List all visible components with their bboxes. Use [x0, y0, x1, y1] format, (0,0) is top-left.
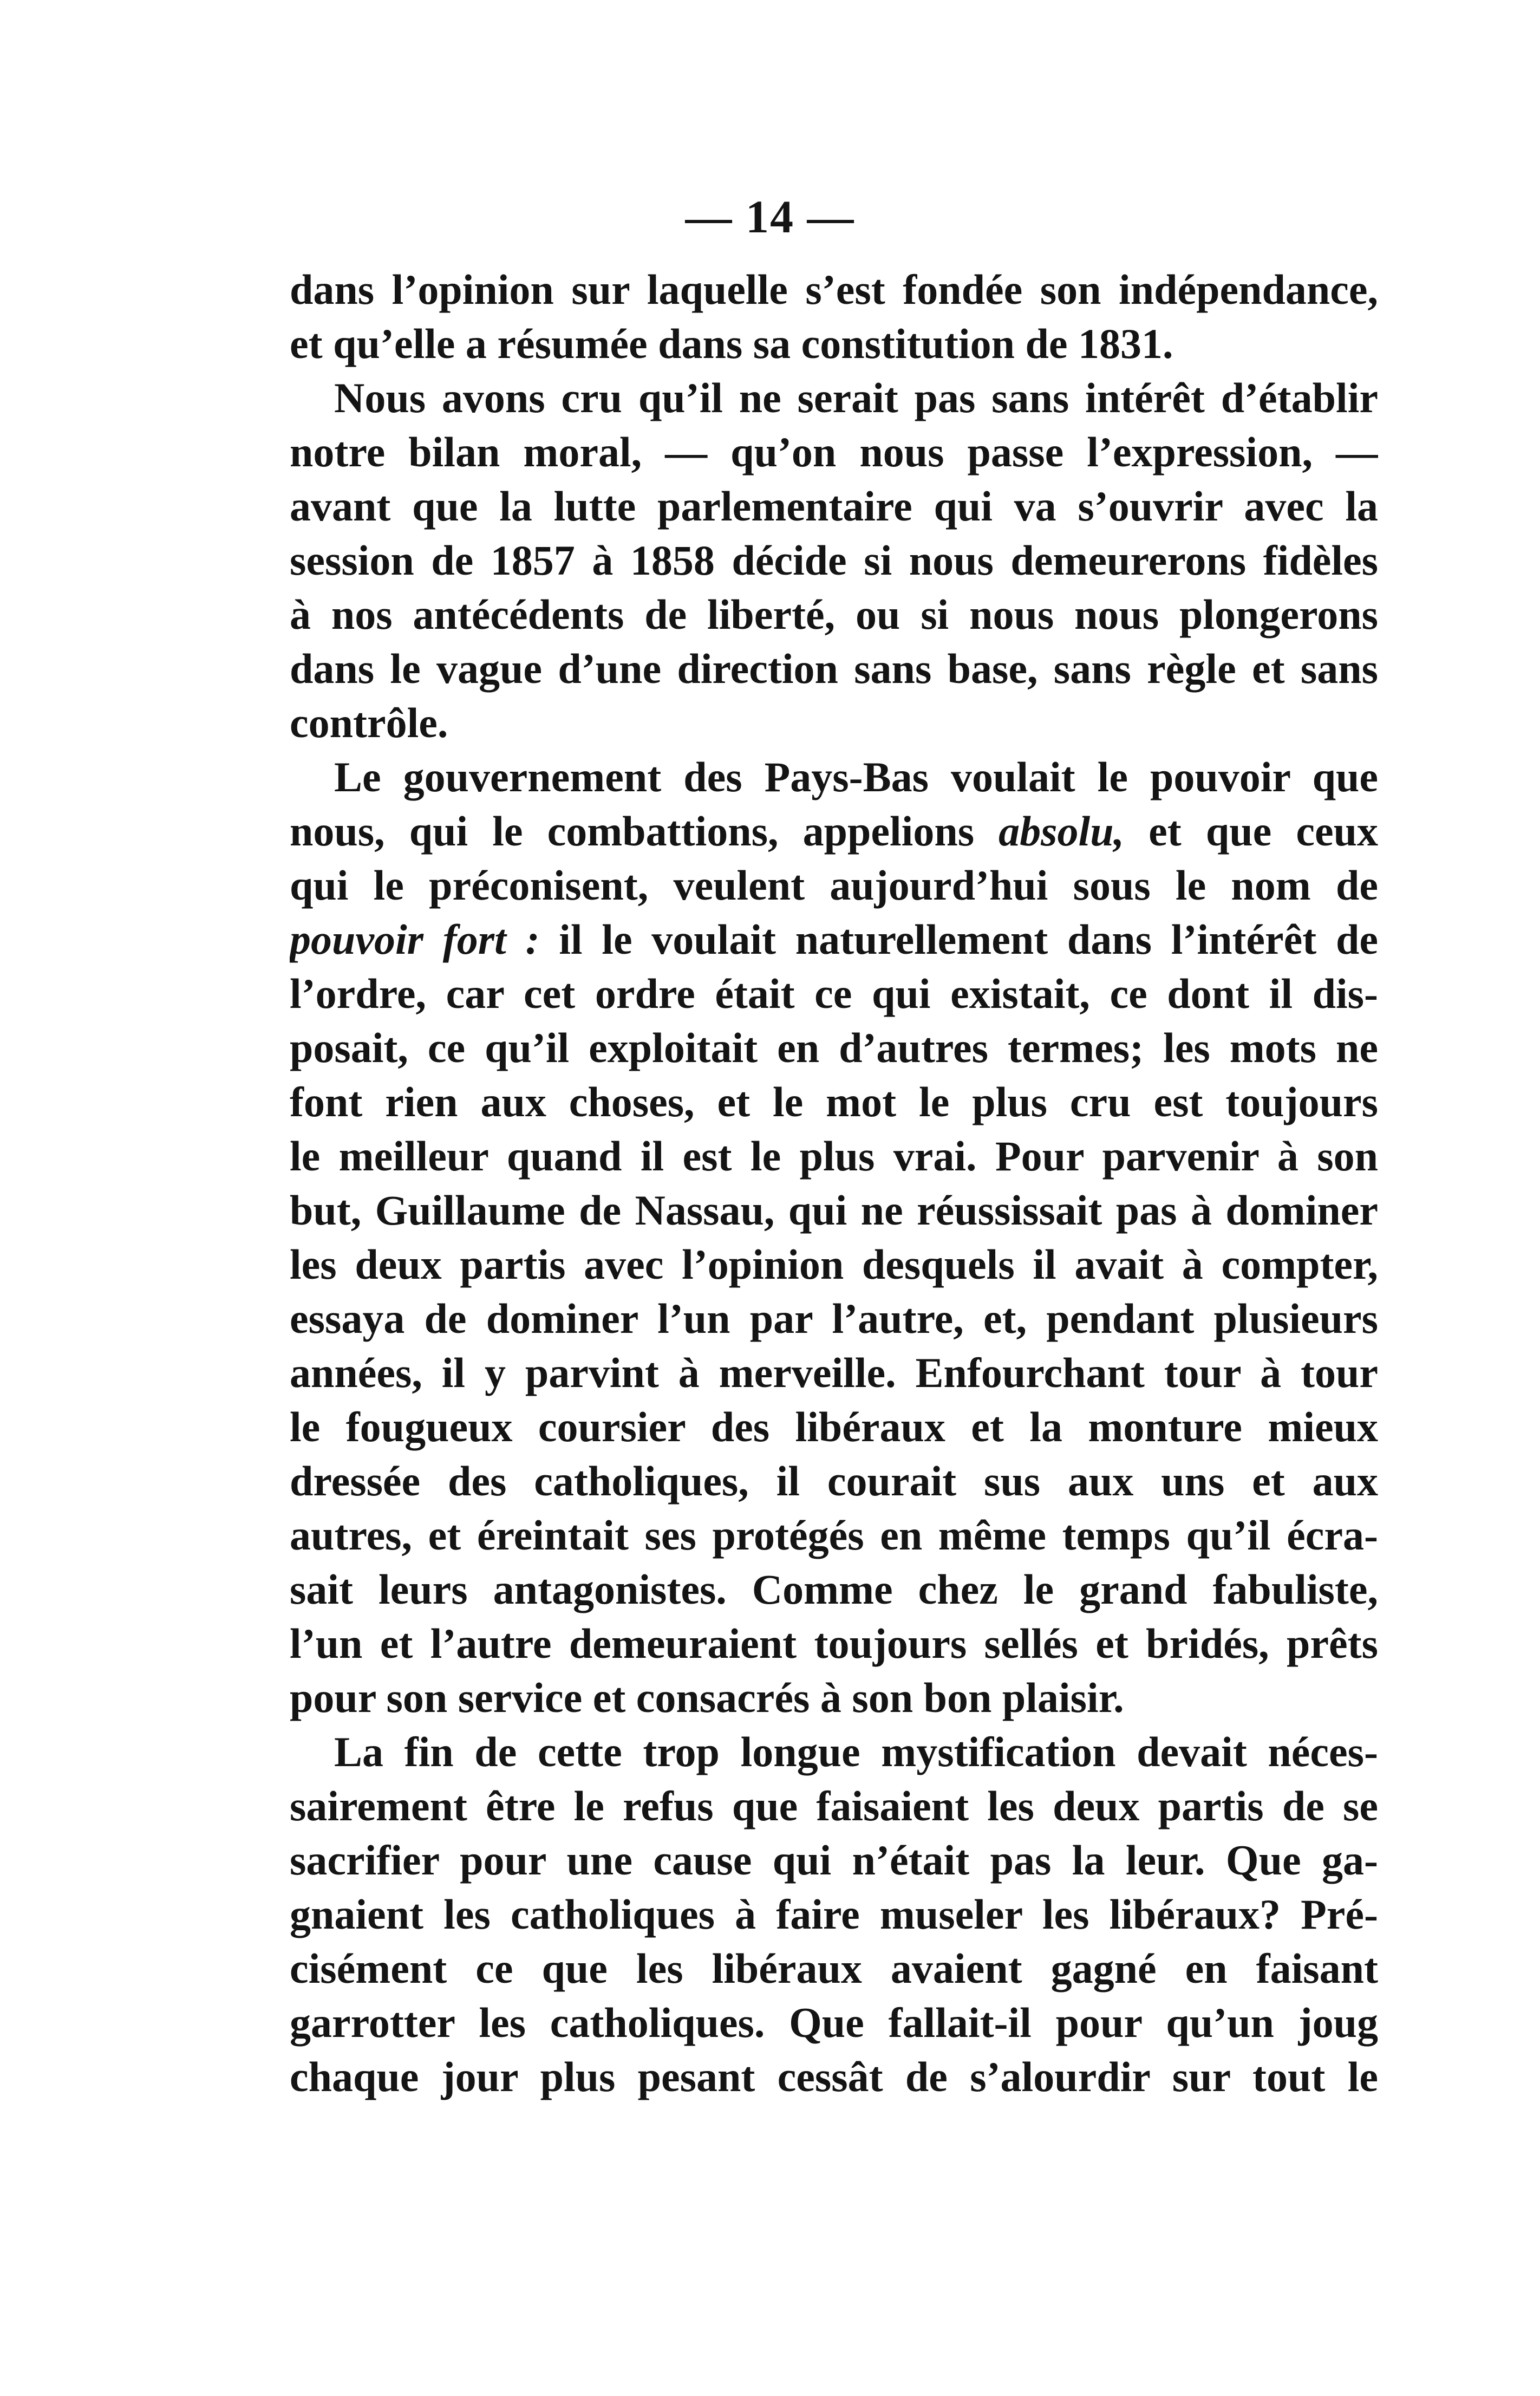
text-line: dans le vague d’une direction sans base, sans règle et sans: [290, 645, 1378, 692]
text-line: Nous avons cru qu’il ne serait pas sans intérêt d’établir: [334, 374, 1378, 421]
text-line: contrôle.: [290, 699, 448, 746]
text-line: La fin de cette trop longue mystification devait néces-: [334, 1728, 1378, 1775]
text-line: nous, qui le combattions, appelions absolu, et que ceux: [290, 808, 1378, 855]
text-line: l’un et l’autre demeuraient toujours sellés et bridés, prêts: [290, 1620, 1378, 1667]
text-line: but, Guillaume de Nassau, qui ne réussissait pas à dominer: [290, 1187, 1378, 1234]
italic-phrase: pouvoir fort :: [290, 916, 540, 963]
text-line: les deux partis avec l’opinion desquels il avait à compter,: [290, 1241, 1378, 1288]
text-line: cisément ce que les libéraux avaient gagné en faisant: [290, 1945, 1378, 1992]
text-line: essaya de dominer l’un par l’autre, et, pendant plusieurs: [290, 1295, 1378, 1342]
text-line: sairement être le refus que faisaient les deux partis de se: [290, 1782, 1378, 1829]
text-line: gnaient les catholiques à faire museler les libéraux? Pré-: [290, 1891, 1378, 1938]
text-line: avant que la lutte parlementaire qui va s’ouvrir avec la: [290, 483, 1378, 530]
body-text: [290, 263, 1378, 2104]
text-line: posait, ce qu’il exploitait en d’autres termes; les mots ne: [290, 1024, 1378, 1071]
text-line: font rien aux choses, et le mot le plus cru est toujours: [290, 1078, 1378, 1125]
text-line: le fougueux coursier des libéraux et la monture mieux: [290, 1403, 1378, 1450]
text-line: qui le préconisent, veulent aujourd’hui sous le nom de: [290, 862, 1378, 909]
italic-phrase: absolu,: [999, 808, 1125, 855]
text-line: pouvoir fort : il le voulait naturellement dans l’intérêt de: [290, 916, 1378, 963]
text-line: le meilleur quand il est le plus vrai. Pour parvenir à son: [290, 1132, 1378, 1180]
text-line: années, il y parvint à merveille. Enfourchant tour à tour: [290, 1349, 1378, 1396]
text-line: l’ordre, car cet ordre était ce qui existait, ce dont il dis-: [290, 970, 1378, 1017]
page-number: — 14 —: [685, 191, 855, 243]
text-line: à nos antécédents de liberté, ou si nous nous plongerons: [290, 591, 1378, 638]
text-line: notre bilan moral, — qu’on nous passe l’expression, —: [290, 428, 1378, 476]
text-line: sacrifier pour une cause qui n’était pas la leur. Que ga-: [290, 1837, 1378, 1884]
text-line: dans l’opinion sur laquelle s’est fondée son indépendance,: [290, 266, 1378, 313]
text-line: et qu’elle a résumée dans sa constitution de 1831.: [290, 320, 1173, 367]
text-line: autres, et éreintait ses protégés en même temps qu’il écra-: [290, 1512, 1378, 1559]
text-line: garrotter les catholiques. Que fallait-il pour qu’un joug: [290, 1999, 1378, 2046]
text-line: chaque jour plus pesant cessât de s’alourdir sur tout le: [290, 2053, 1378, 2100]
text-line: pour son service et consacrés à son bon plaisir.: [290, 1674, 1124, 1721]
text-line: Le gouvernement des Pays-Bas voulait le pouvoir que: [334, 753, 1378, 800]
text-line: sait leurs antagonistes. Comme chez le grand fabuliste,: [290, 1566, 1378, 1613]
text-line: dressée des catholiques, il courait sus aux uns et aux: [290, 1457, 1378, 1505]
text-line: session de 1857 à 1858 décide si nous demeurerons fidèles: [290, 537, 1378, 584]
